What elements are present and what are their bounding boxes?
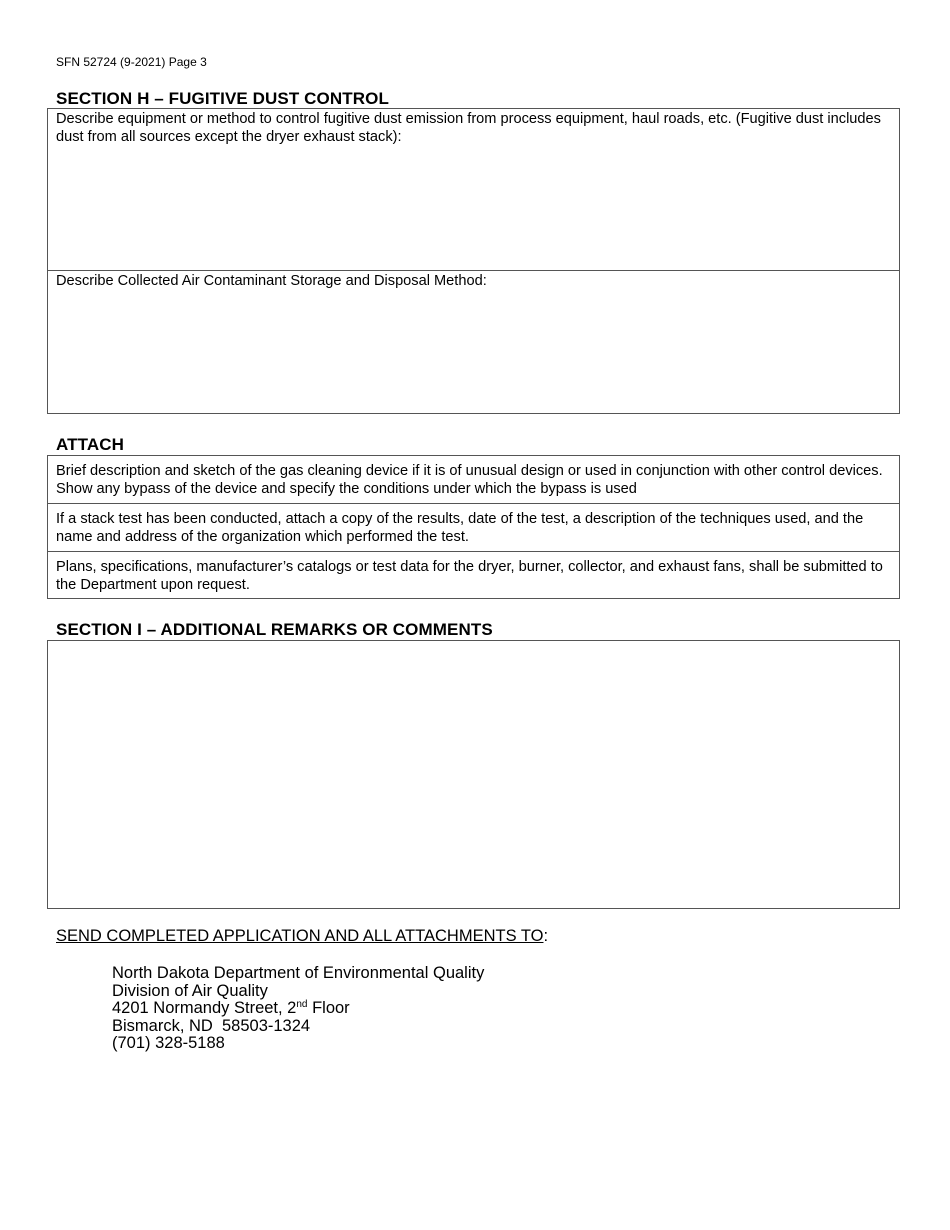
fugitive-dust-method-field[interactable]: [48, 109, 899, 271]
send-to-heading: [56, 927, 548, 946]
section-i-title: SECTION I – ADDITIONAL REMARKS OR COMMENTS: [56, 620, 493, 639]
additional-remarks-field[interactable]: [47, 640, 900, 909]
address-line-city: Bismarck, ND 58503-1324: [112, 1016, 311, 1035]
storage-disposal-method-label: Describe Collected Air Contaminant Storage and Disposal Method:: [56, 273, 487, 289]
section-h-box: [47, 108, 900, 414]
attach-box: [47, 455, 900, 599]
attach-item: [48, 504, 899, 552]
floor-ordinal-suffix: nd: [296, 999, 308, 1011]
send-to-heading-colon: :: [543, 927, 549, 945]
attach-item-text: Brief description and sketch of the gas cleaning device if it is of unusual design or used in conjunction with other control devices. Show any bypass of the device and specify the conditions under which the bypass is used: [56, 463, 883, 497]
attach-item-text: If a stack test has been conducted, attach a copy of the results, date of the test, a description of the techniques used, and the name and address of the organization which performed the test.: [56, 511, 864, 545]
form-id: SFN 52724 (9-2021) Page 3: [56, 55, 207, 69]
section-h-title: SECTION H – FUGITIVE DUST CONTROL: [56, 89, 389, 108]
attach-item: [48, 552, 899, 598]
floor-text: Floor: [307, 999, 350, 1018]
storage-disposal-method-field[interactable]: [48, 271, 899, 413]
fugitive-dust-method-label: Describe equipment or method to control fugitive dust emission from process equipment, haul roads, etc. (Fugitive dust includes dust from all sources except the dryer exhaust stack):: [56, 111, 881, 145]
street-text: 4201 Normandy Street, 2: [112, 999, 297, 1018]
address-line-division: Division of Air Quality: [112, 981, 268, 1000]
address-line-phone: (701) 328-5188: [112, 1034, 225, 1053]
attach-title: ATTACH: [56, 435, 124, 454]
mailing-address: [112, 965, 484, 1053]
address-line-street: [112, 1000, 484, 1018]
send-to-heading-text: SEND COMPLETED APPLICATION AND ALL ATTACHMENTS TO: [56, 927, 544, 945]
attach-item-text: Plans, specifications, manufacturer’s catalogs or test data for the dryer, burner, collector, and exhaust fans, shall be submitted to the Department upon request.: [56, 559, 883, 593]
address-line-agency: North Dakota Department of Environmental Quality: [112, 964, 485, 982]
attach-item: [48, 456, 899, 504]
